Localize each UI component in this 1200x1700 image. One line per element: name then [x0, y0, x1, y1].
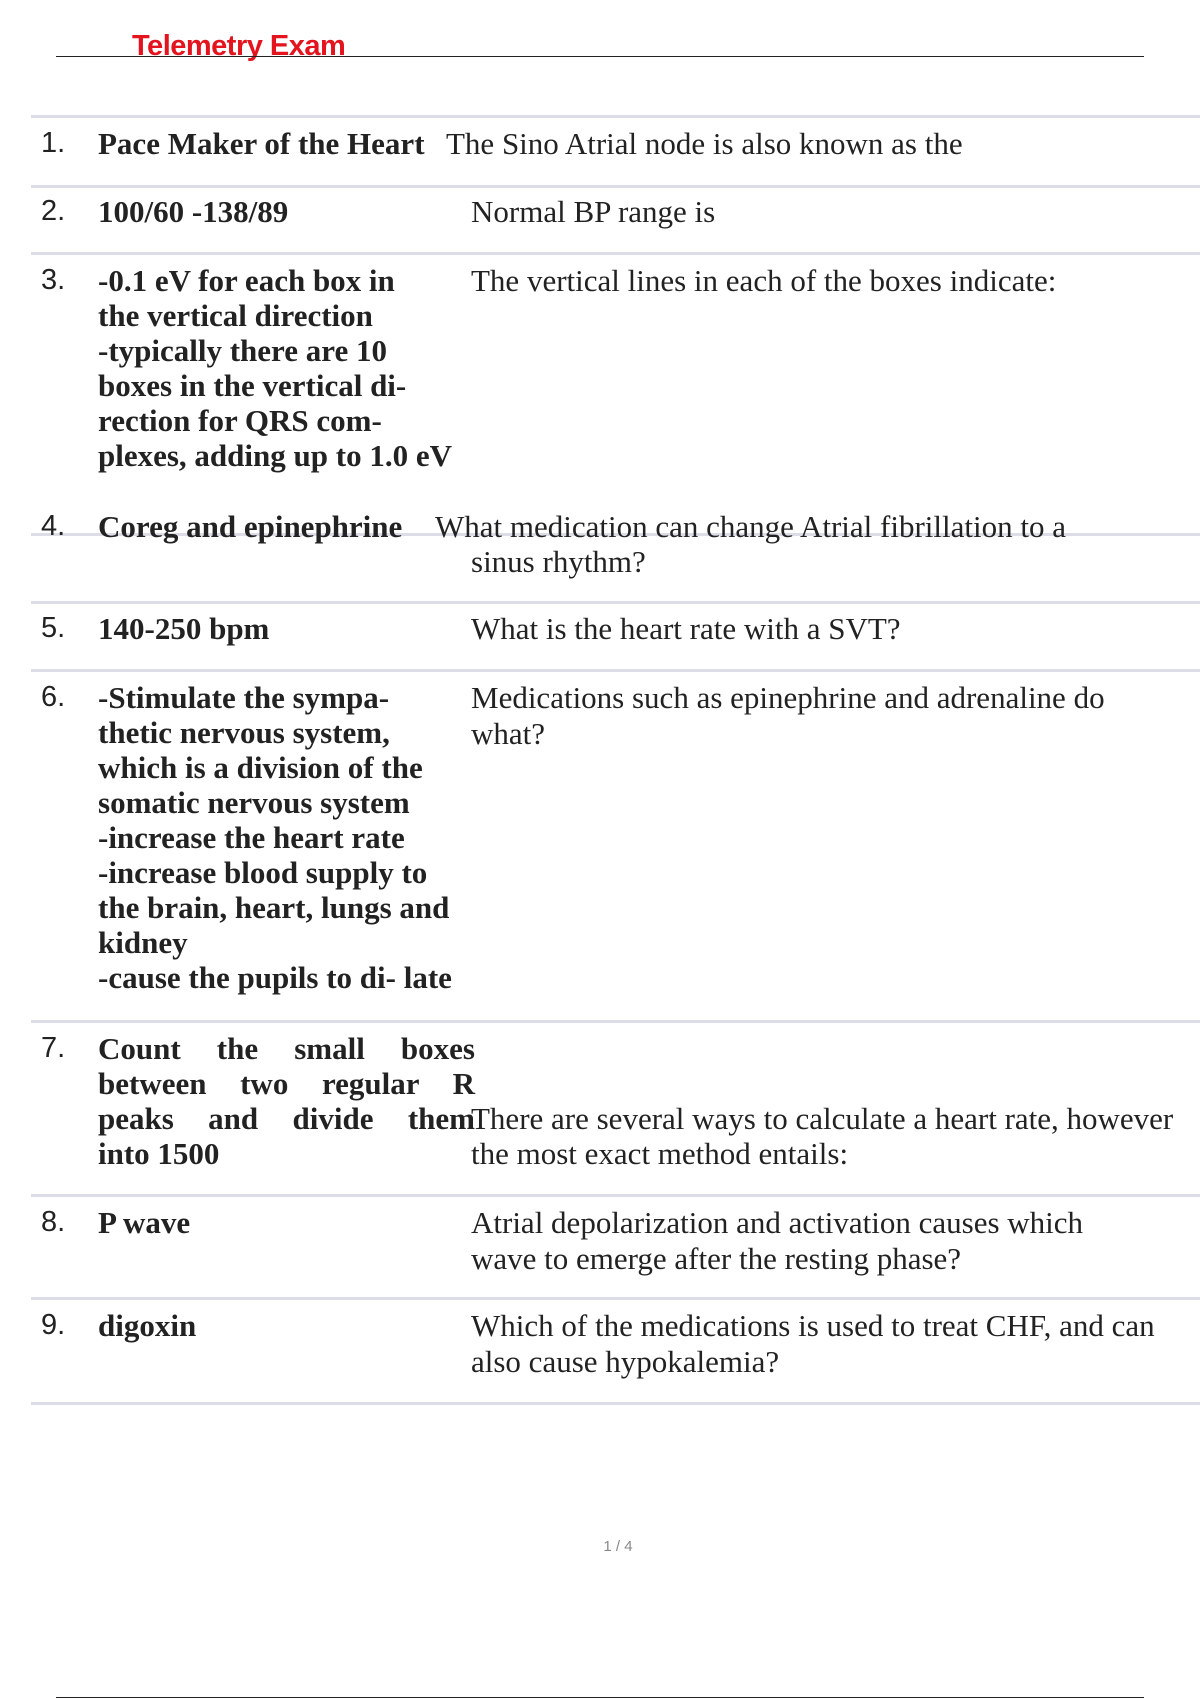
item-definition: Normal BP range is: [471, 194, 716, 229]
item-term: 100/60 -138/89: [98, 194, 289, 229]
term-line: boxes in the vertical di-: [98, 368, 407, 403]
row-divider: [31, 252, 1200, 255]
item-definition-line-2: sinus rhythm?: [471, 544, 646, 579]
item-term: digoxin: [98, 1308, 197, 1343]
item-definition-line-2: the most exact method entails:: [471, 1136, 849, 1171]
item-term: [98, 1031, 475, 1171]
item-number: 4.: [41, 510, 66, 542]
term-line: -cause the pupils to di- late: [98, 960, 452, 995]
item-definition-line-1: What medication can change Atrial fibrillation to a: [435, 509, 1066, 544]
item-number: 1.: [41, 127, 66, 159]
item-term: Pace Maker of the Heart: [98, 126, 425, 161]
item-definition: The vertical lines in each of the boxes indicate:: [471, 263, 1057, 298]
term-line: the brain, heart, lungs and: [98, 890, 450, 925]
title-rule: [56, 56, 1144, 57]
term-line: between two regular R: [98, 1066, 475, 1101]
item-number: 7.: [41, 1032, 66, 1064]
item-definition: Atrial depolarization and activation causes which wave to emerge after the resting phase?: [471, 1205, 1084, 1276]
term-line: thetic nervous system,: [98, 715, 390, 750]
item-definition-line-1: There are several ways to calculate a heart rate, however: [471, 1101, 1174, 1136]
item-term: P wave: [98, 1205, 191, 1240]
item-number: 8.: [41, 1206, 66, 1238]
item-number: 2.: [41, 195, 66, 227]
row-divider: [31, 115, 1200, 118]
term-line: -0.1 eV for each box in: [98, 263, 395, 298]
term-line: plexes, adding up to 1.0 eV: [98, 438, 452, 473]
item-definition: Medications such as epinephrine and adrenaline do what?: [471, 680, 1105, 751]
item-term: [98, 680, 518, 995]
term-line: somatic nervous system: [98, 785, 410, 820]
term-line: peaks and divide them: [98, 1101, 475, 1136]
row-divider: [31, 1020, 1200, 1023]
item-definition: Which of the medications is used to treat CHF, and can also cause hypokalemia?: [471, 1308, 1155, 1379]
item-number: 9.: [41, 1309, 66, 1341]
row-divider: [31, 601, 1200, 604]
bottom-rule: [56, 1697, 1144, 1698]
row-divider: [31, 1194, 1200, 1197]
term-line: which is a division of the: [98, 750, 423, 785]
item-term: Coreg and epinephrine: [98, 509, 403, 544]
row-divider: [31, 1297, 1200, 1300]
term-line: the vertical direction: [98, 298, 373, 333]
term-line: Count the small boxes: [98, 1031, 475, 1066]
row-divider: [31, 669, 1200, 672]
item-term: [98, 263, 518, 473]
row-divider: [31, 185, 1200, 188]
term-line: kidney: [98, 925, 188, 960]
item-term: 140-250 bpm: [98, 611, 270, 646]
page-title: Telemetry Exam: [132, 30, 346, 62]
page-number: 1 / 4: [603, 1538, 633, 1555]
term-line: -increase blood supply to: [98, 855, 428, 890]
item-number: 5.: [41, 612, 66, 644]
item-definition: What is the heart rate with a SVT?: [471, 611, 901, 646]
term-line: -increase the heart rate: [98, 820, 405, 855]
item-number: 6.: [41, 681, 66, 713]
row-divider: [31, 1402, 1200, 1405]
term-line: rection for QRS com-: [98, 403, 382, 438]
term-line: into 1500: [98, 1136, 220, 1171]
item-definition: The Sino Atrial node is also known as the: [446, 126, 963, 161]
term-line: -typically there are 10: [98, 333, 387, 368]
item-number: 3.: [41, 264, 66, 296]
term-line: -Stimulate the sympa-: [98, 680, 390, 715]
